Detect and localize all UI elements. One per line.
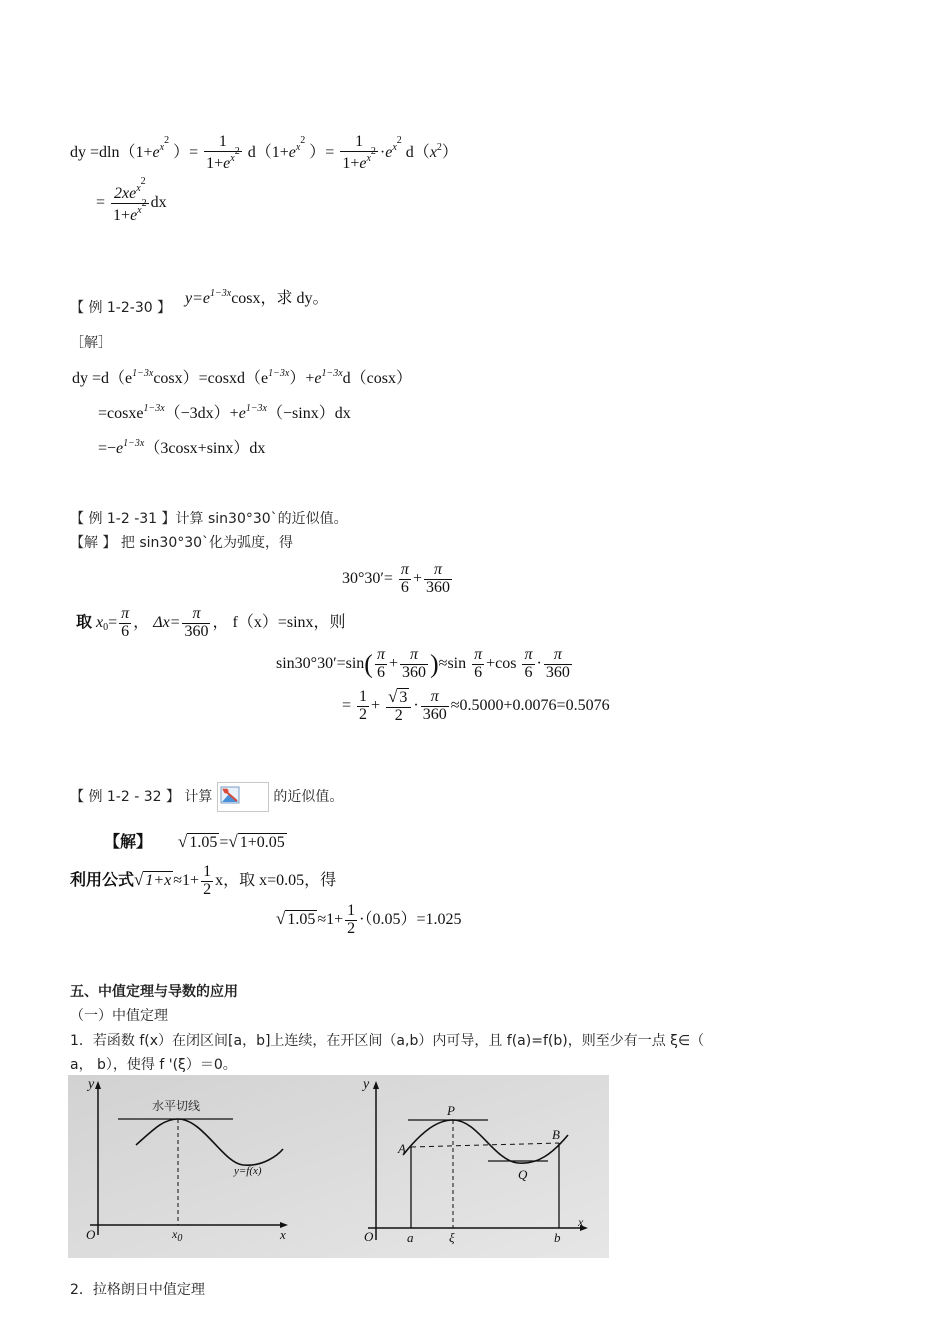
eq1-line2: = $\frac{2xe^{x^2}}{1+e^{x^2}}$ dx [96, 176, 167, 224]
right-xi-label: ξ [449, 1230, 455, 1245]
example-30-line3: $=-e^{1-3x}(3\cos x+\sin x)dx$ [98, 438, 266, 457]
example-30-label: 【 例 1-2-30 】 [70, 300, 172, 316]
example-32-formula-line: 利用公式√ 1+x ≈1+ $\frac{1}{2}$ x，取 x=0.05，得 [70, 863, 337, 898]
right-B-label: B [552, 1127, 560, 1142]
theorem-item-1-line2: a， b），使得 f '(ξ）＝0。 [70, 1057, 237, 1073]
figure-graphs [68, 1075, 609, 1258]
right-x-axis-label: x [578, 1215, 584, 1229]
left-x0-label: $x_0$ [172, 1227, 183, 1244]
example-32-result-line: √ 1.05 ≈1+ $\frac{1}{2}$ ·（0.05）=1.025 [276, 902, 462, 937]
right-origin-label: O [364, 1229, 374, 1244]
mean-value-figure [68, 1075, 609, 1258]
subsection-title: （一）中值定理 [70, 1008, 168, 1024]
right-Q-label: Q [518, 1167, 528, 1182]
theorem-item-1-line1: 1．若函数 f(x）在闭区间[a，b]上连续，在开区间（a,b）内可导，且 f(a)=f(b)，则至少有一点 ξ∈（ [70, 1033, 705, 1049]
example-31-take: 取 $x_0=$ $\frac{\pi}{6}$ ， Δx= $\frac{\pi}{360}$ ， f（x）=sinx，则 [76, 605, 346, 640]
example-32-solution-line: 【解】 √ 1.05 =√ 1+0.05 [104, 832, 285, 851]
example-31-approx-line2: = $\frac{1}{2}$ + $\frac{√ 3}{2}$ · $\frac{\pi}{360}$ ≈0.5000+0.0076=0.5076 [342, 687, 610, 724]
example-31-label: 【 例 1-2 -31 】计算 sin30°30`的近似值。 [70, 511, 348, 527]
example-30-solution-label: ［解］ [70, 335, 112, 351]
right-a-label: a [407, 1230, 414, 1245]
example-31-solution: 【解 】 把 sin30°30`化为弧度，得 [70, 535, 294, 551]
right-y-axis-label: y [363, 1077, 370, 1092]
right-P-label: P [447, 1103, 455, 1118]
example-30-line1: dy $=d(e^{1-3x}\cos x)=cosxd(e^{1-3x})+e^{1-3x}d(\cos x)$ [72, 368, 412, 387]
left-x-axis-label: x [280, 1227, 286, 1242]
example-31-approx-line1: sin30°30′=sin( $\frac{\pi}{6}$ + $\frac{\pi}{360}$ )≈sin $\frac{\pi}{6}$ +cos $\frac{\pi}{6}$ · $\frac{\pi}{360}$ [276, 646, 570, 681]
theorem-item-2: 2．拉格朗日中值定理 [70, 1282, 205, 1298]
curve-label: y=f(x) [234, 1165, 262, 1177]
example-32-label: 【 例 1-2 - 32 】 计算 的近似值。 [70, 782, 343, 812]
broken-image-icon [217, 782, 269, 812]
right-b-label: b [554, 1230, 561, 1245]
example-30-line2: $=cosxe^{1-3x}(-3dx)+e^{1-3x}(-\sin x)dx$ [98, 403, 351, 422]
right-A-label: A [398, 1141, 406, 1156]
example-30-statement: $y=e^{1-3x}\cos x$，求 dy。 [185, 288, 329, 307]
eq1-line1: dy $=dln(1+e^{x^2}$ ）= $\frac{1}{1+e^{x^2}}$ $d(1+e^{x^2}$ ）= $\frac{1}{1+e^{x^2}}$ $\cdot e^{x^2}$ $d(x^2)$ [70, 133, 458, 172]
horizontal-tangent-label: 水平切线 [152, 1099, 201, 1113]
section-title: 五、中值定理与导数的应用 [70, 984, 238, 1000]
left-origin-label: O [86, 1227, 96, 1242]
left-y-axis-label: y [88, 1077, 95, 1092]
example-31-conversion: 30°30′= $\frac{\pi}{6}$ + $\frac{\pi}{360}$ [342, 561, 450, 596]
